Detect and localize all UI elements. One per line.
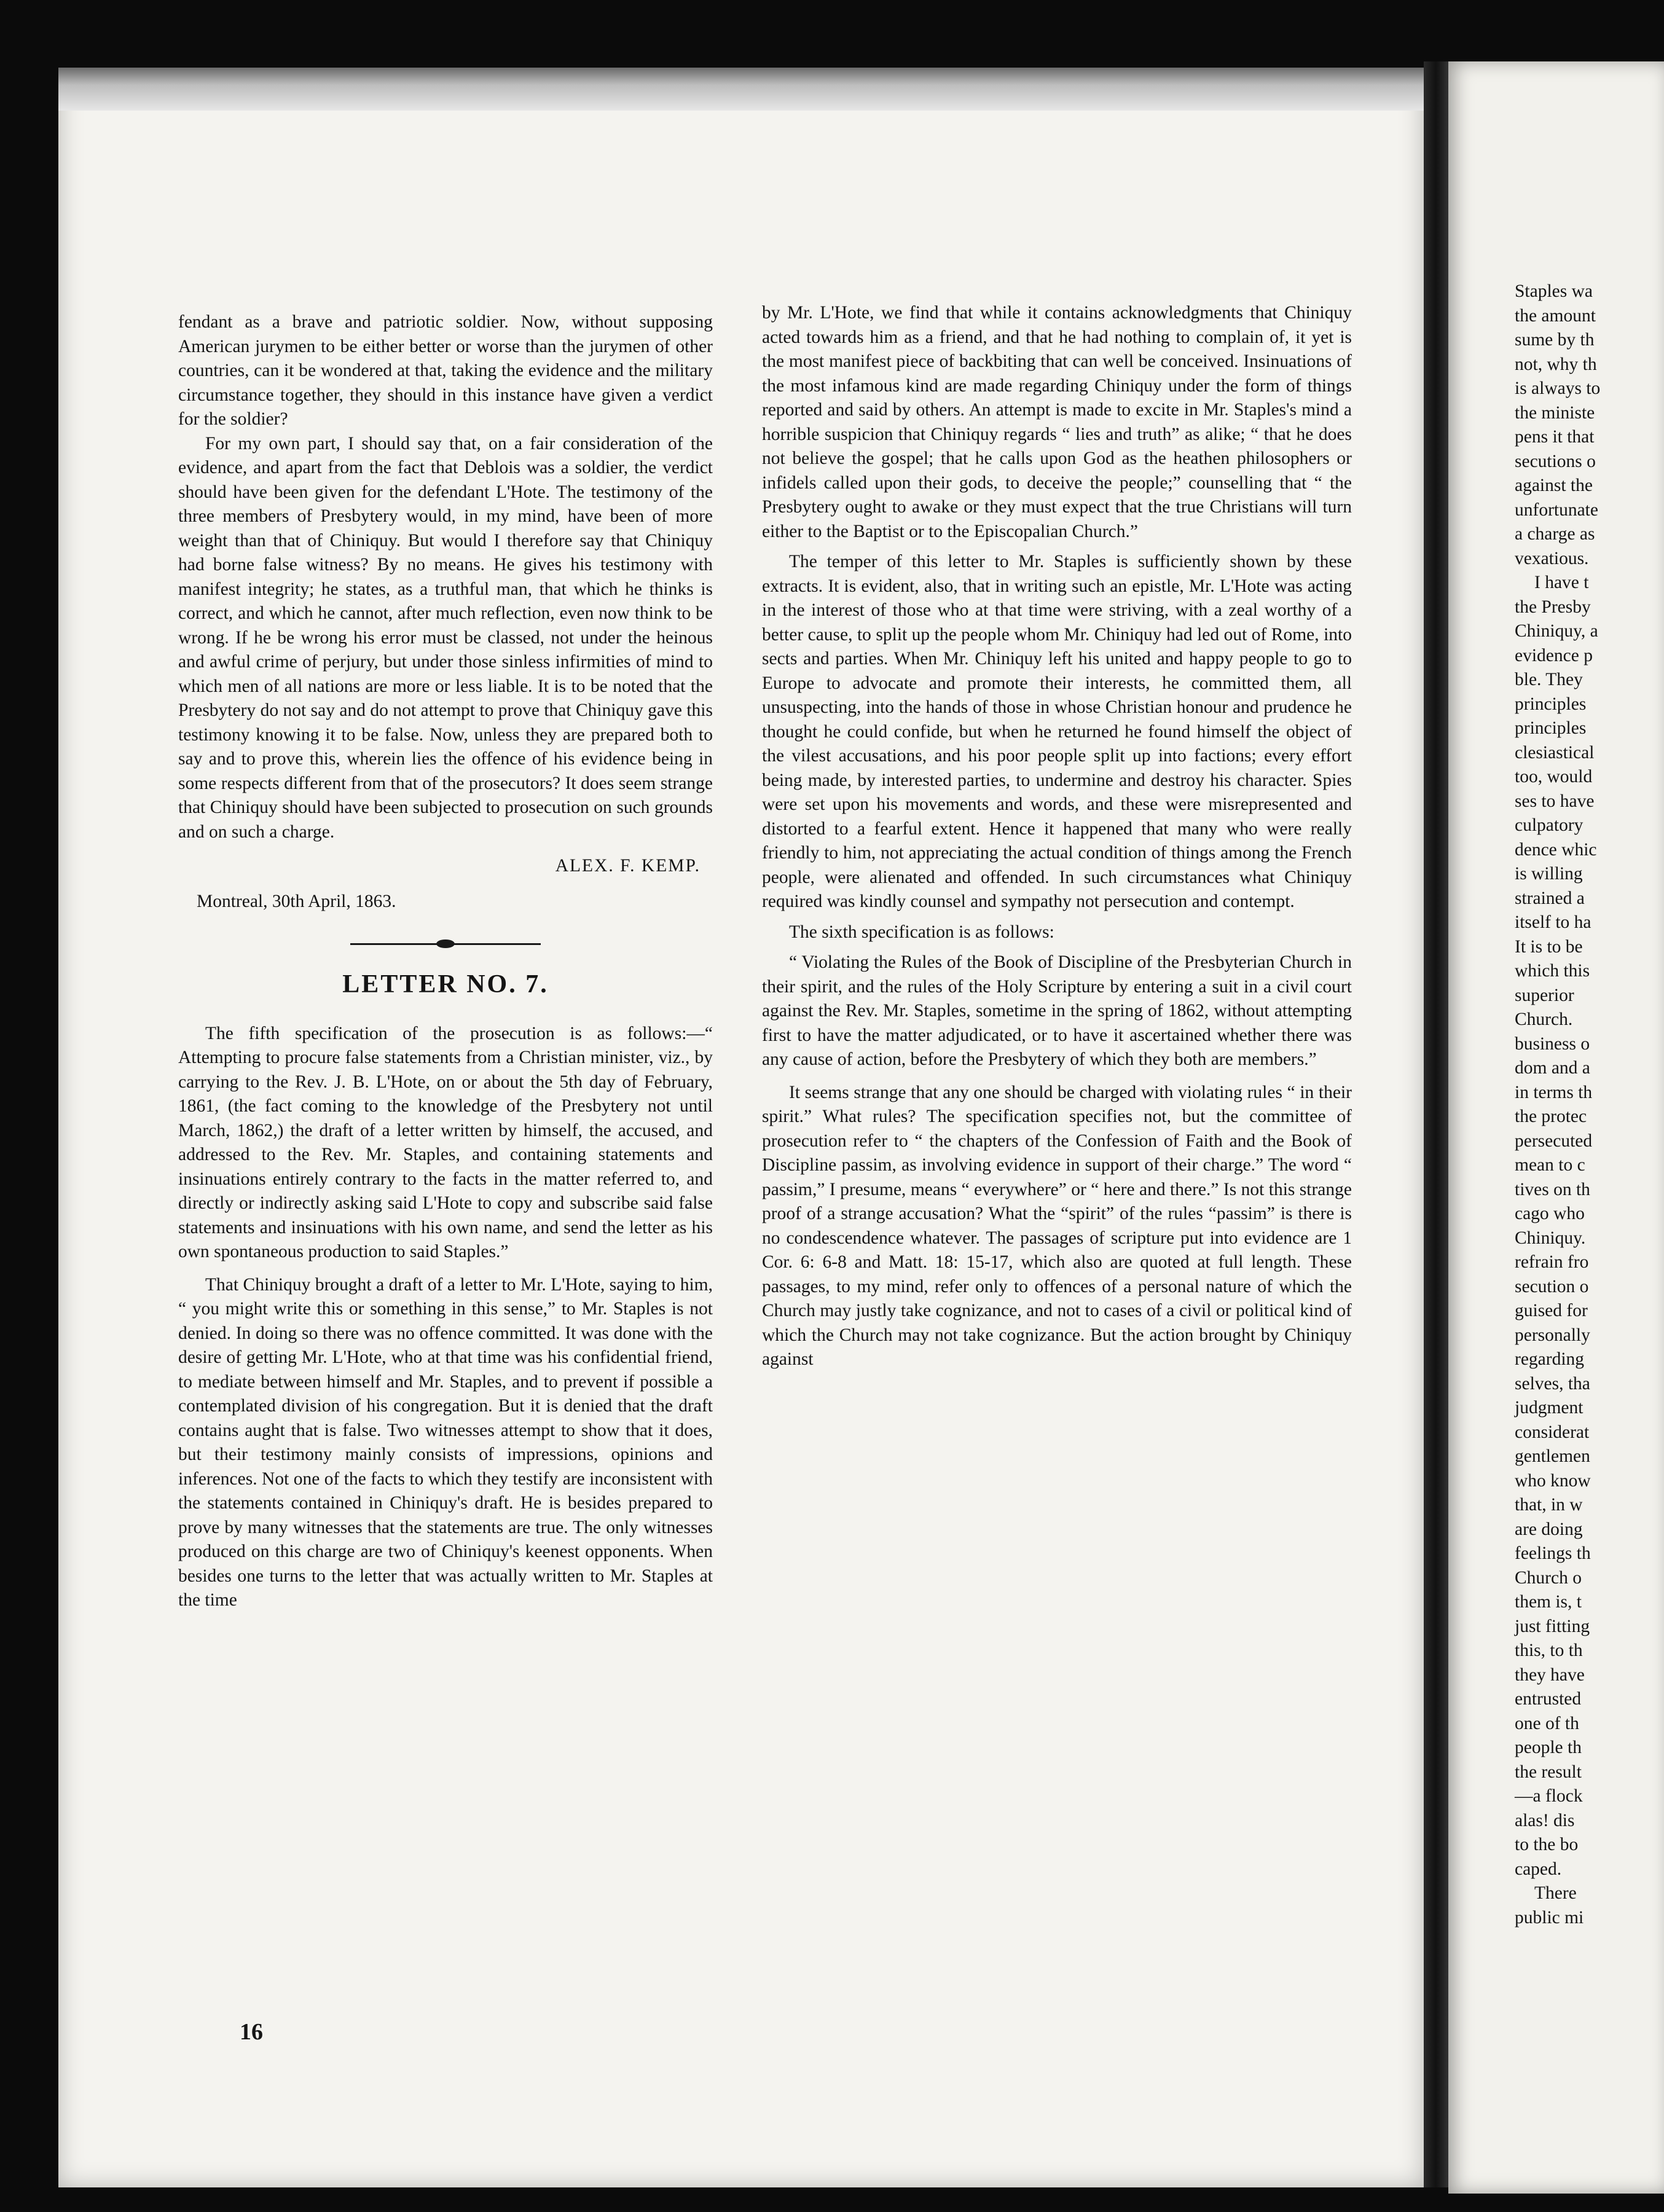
paragraph: It seems strange that any one should be charged with violating rules “ in their spirit.” What rules? The specification specifies not, but the committee of prosecution refer to “ the chapters of the Confession of Faith and the Book of Discipline passim, as involving evidence in support of their charge.” The word “ passim,” I presume, means “ everywhere” or “ here and there.” Is not this strange proof of a strange accusation? What the “spirit” of the rules “passim” is there is no condescendence whatever. The passages of scripture put into evidence are 1 Cor. 6: 6-8 and Matt. 18: 15-17, which also are quoted at full length. These passages, to my mind, refer only to offences of a personal nature of which the Church may justly take cognizance, and not to cases of a civil or political kind of which the Church may not take cognizance. But the action brought by Chiniquy against bbox=[762, 1082, 1352, 1369]
paragraph: That Chiniquy brought a draft of a letter to Mr. L'Hote, saying to him, “ you might write this or something in this sense,” to Mr. Staples is not denied. In doing so there was no offence committed. It was done with the desire of getting Mr. L'Hote, who at that time was his confidential friend, to mediate between himself and Mr. Staples, and to prevent if possible a contemplated division of his congregation. But it is denied that the draft contains aught that is false. Two witnesses attempt to show that it does, but their testimony mainly consists of impressions, opinions and inferences. Not one of the facts to which they testify are inconsistent with the statements contained in Chiniquy's draft. He is besides prepared to prove by many witnesses that the statements are true. The only witnesses produced on this charge are two of Chiniquy's keenest opponents. When besides one turns to the letter that was actually written to Mr. Staples at the time bbox=[178, 1274, 713, 1610]
page-top-edge bbox=[58, 68, 1424, 111]
fragment-line: business o bbox=[1515, 1033, 1590, 1054]
fragment-line: strained a bbox=[1515, 888, 1585, 908]
letter-heading: LETTER NO. 7. bbox=[342, 970, 549, 998]
ornamental-rule bbox=[350, 939, 541, 948]
fragment-line: are doing bbox=[1515, 1519, 1583, 1539]
fragment-line: they have bbox=[1515, 1665, 1585, 1685]
fragment-line: Church. bbox=[1515, 1010, 1573, 1029]
fragment-line: principles bbox=[1515, 694, 1587, 714]
fragment-line: in terms th bbox=[1515, 1082, 1593, 1102]
fragment-line: to the bo bbox=[1515, 1835, 1579, 1854]
fragment-line: dence whic bbox=[1515, 839, 1597, 860]
fragment-line: clesiastical bbox=[1515, 742, 1595, 763]
page-number: 16 bbox=[240, 2019, 263, 2045]
fragment-line: the result bbox=[1515, 1762, 1582, 1782]
fragment-line: unfortunate bbox=[1515, 500, 1598, 520]
paragraph: The sixth specification is as follows: bbox=[789, 922, 1054, 942]
fragment-line: secution o bbox=[1515, 1276, 1589, 1296]
fragment-line: secutions o bbox=[1515, 451, 1596, 471]
left-column bbox=[178, 310, 713, 1613]
fragment-line: pens it that bbox=[1515, 427, 1595, 447]
fragment-line: the ministe bbox=[1515, 402, 1595, 423]
fragment-line: evidence p bbox=[1515, 645, 1593, 665]
fragment-line: the Presby bbox=[1515, 597, 1591, 617]
fragment-line: who know bbox=[1515, 1470, 1591, 1491]
paragraph: The temper of this letter to Mr. Staples is sufficiently shown by these extracts. It is evident, also, that in writing such an epistle, Mr. L'Hote was acting in the interest of those who at that time were striving, with a zeal worthy of a better cause, to split up the people whom Mr. Chiniquy had led out of Rome, into sects and parties. When Mr. Chiniquy left his united and happy people to go to Europe to advocate and promote their interests, he committed them, all unsuspecting, into the hands of those in whose Christian honour and prudence he thought he could confide, but when he returned he found himself the object of the vilest accusations, and his poor people split up into factions; every effort being made, by interested parties, to undermine and destroy his character. Spies were set upon his movements and words, and these were misrepresented and distorted to a fearful extent. Hence it happened that many who were really friendly to him, not appreciating the actual condition of things among the French people, were alienated and offended. In such circumstances what Chiniquy required was kindly counsel and sympathy not persecution and contempt. bbox=[762, 552, 1352, 911]
fragment-line: against the bbox=[1515, 476, 1593, 495]
fragment-line: one of th bbox=[1515, 1713, 1579, 1733]
fragment-line: people th bbox=[1515, 1738, 1582, 1757]
fragment-line: guised for bbox=[1515, 1301, 1588, 1320]
paragraph: The fifth specification of the prosecution is as follows:—“ Attempting to procure false statements from a Christian minister, viz., by carrying to the Rev. J. B. L'Hote, on or about the 5th day of February, 1861, (the fact coming to the knowledge of the Presbytery not until March, 1862,) the draft of a letter written by himself, the accused, and addressed to the Rev. Mr. Staples, and containing statements and insinuations entirely contrary to the facts in the matter referred to, and directly or indirectly asking said L'Hote to copy and subscribe said false statements and insinuations with his own name, and send the letter as his own spontaneous production to said Staples.” bbox=[178, 1023, 713, 1261]
fragment-line: I have t bbox=[1534, 573, 1589, 592]
fragment-line: selves, tha bbox=[1515, 1373, 1590, 1394]
paragraph: fendant as a brave and patriotic soldier. Now, without supposing American jurymen to be either better or worse than the jurymen of other countries, can it be wondered at that, taking the evidence and the military circumstance together, they should in this instance have given a verdict for the soldier? bbox=[178, 312, 713, 429]
fragment-line: too, would bbox=[1515, 767, 1593, 786]
fragment-line: judgment bbox=[1515, 1398, 1584, 1418]
fragment-line: the amount bbox=[1515, 305, 1596, 326]
fragment-line: is willing bbox=[1515, 864, 1583, 884]
fragment-line: principles bbox=[1515, 718, 1587, 738]
fragment-line: culpatory bbox=[1515, 815, 1584, 835]
fragment-line: public mi bbox=[1515, 1907, 1584, 1928]
fragment-line: feelings th bbox=[1515, 1543, 1591, 1563]
fragment-line: vexatious. bbox=[1515, 548, 1589, 568]
fragment-line: a charge as bbox=[1515, 524, 1595, 544]
fragment-line: —a flock bbox=[1515, 1786, 1583, 1806]
fragment-line: not, why th bbox=[1515, 354, 1597, 374]
fragment-line: considerat bbox=[1515, 1422, 1590, 1442]
fragment-line: superior bbox=[1515, 985, 1574, 1005]
fragment-line: Chiniquy. bbox=[1515, 1228, 1586, 1248]
fragment-line: ses to have bbox=[1515, 791, 1595, 811]
fragment-line: refrain fro bbox=[1515, 1252, 1589, 1272]
fragment-line: personally bbox=[1515, 1325, 1590, 1345]
fragment-line: persecuted bbox=[1515, 1131, 1593, 1151]
fragment-line: this, to th bbox=[1515, 1641, 1583, 1660]
fragment-line: ble. They bbox=[1515, 670, 1583, 689]
fragment-line: which this bbox=[1515, 961, 1590, 981]
fragment-line: sume by th bbox=[1515, 330, 1595, 350]
fragment-line: Staples wa bbox=[1515, 281, 1593, 301]
fragment-line: them is, t bbox=[1515, 1592, 1582, 1612]
middle-column bbox=[762, 301, 1352, 1372]
fragment-line: is always to bbox=[1515, 378, 1601, 398]
fragment-line: caped. bbox=[1515, 1859, 1562, 1879]
signature: ALEX. F. KEMP. bbox=[555, 856, 701, 876]
fragment-line: Chiniquy, a bbox=[1515, 621, 1598, 641]
fragment-line: regarding bbox=[1515, 1349, 1585, 1369]
fragment-line: gentlemen bbox=[1515, 1446, 1590, 1466]
fragment-line: There bbox=[1534, 1883, 1577, 1903]
fragment-line: entrusted bbox=[1515, 1689, 1582, 1709]
fragment-line: tives on th bbox=[1515, 1179, 1590, 1199]
fragment-line: that, in w bbox=[1515, 1495, 1583, 1515]
right-column-fragment bbox=[1515, 280, 1664, 1930]
fragment-line: Church o bbox=[1515, 1567, 1582, 1588]
fragment-line: cago who bbox=[1515, 1204, 1585, 1223]
fragment-line: dom and a bbox=[1515, 1058, 1590, 1078]
fragment-line: alas! dis bbox=[1515, 1810, 1575, 1830]
dateline: Montreal, 30th April, 1863. bbox=[197, 891, 396, 911]
book-gutter bbox=[1424, 61, 1448, 2187]
fragment-line: just fitting bbox=[1515, 1616, 1590, 1636]
fragment-line: mean to c bbox=[1515, 1155, 1585, 1175]
fragment-line: It is to be bbox=[1515, 936, 1583, 957]
fragment-line: the protec bbox=[1515, 1107, 1587, 1126]
paragraph: “ Violating the Rules of the Book of Discipline of the Presbyterian Church in their spirit, and the rules of the Holy Scripture by entering a suit in a civil court against the Rev. Mr. Staples, sometime in the spring of 1862, without attempting first to have the matter adjudicated, or to have it ascertained whether there was any cause of action, before the Presbytery of which they both are members.” bbox=[762, 952, 1352, 1069]
fragment-line: itself to ha bbox=[1515, 912, 1591, 932]
paragraph: by Mr. L'Hote, we find that while it contains acknowledgments that Chiniquy acted towards him as a friend, and that he had nothing to complain of, it yet is the most manifest piece of backbiting that can well be conceived. Insinuations of the most infamous kind are made regarding Chiniquy under the form of things reported and said by others. An attempt is made to excite in Mr. Staples's mind a horrible suspicion that Chiniquy regards “ lies and truth” as alike; “ that he does not believe the gospel; that he calls upon God as the heathen philosophers or infidels called upon their gods, to deceive the people;” counselling that “ the Presbytery ought to awake or they must expect that the true Christians will turn either to the Baptist or to the Episcopalian Church.” bbox=[762, 303, 1352, 541]
paragraph: For my own part, I should say that, on a fair consideration of the evidence, and apart from the fact that Deblois was a soldier, the verdict should have been given for the defendant L'Hote. The testimony of the three members of Presbytery would, in my mind, have been of more weight than that of Chiniquy. But would I therefore say that Chiniquy had borne false witness? By no means. He gives his testimony with manifest integrity; he states, as a truthful man, that which he thinks is correct, and which he cannot, after much reflection, even now think to be wrong. If he be wrong his error must be classed, not under the heinous and awful crime of perjury, but under those sinless infirmities of mind to which men of all nations are more or less liable. It is to be noted that the Presbytery do not say and do not attempt to prove that Chiniquy gave this testimony knowing it to be false. Now, unless they are prepared both to say and to prove this, wherein lies the offence of his evidence being in some respects different from that of the prosecutors? It does seem strange that Chiniquy should have been subjected to prosecution on such grounds and on such a charge. bbox=[178, 433, 713, 842]
